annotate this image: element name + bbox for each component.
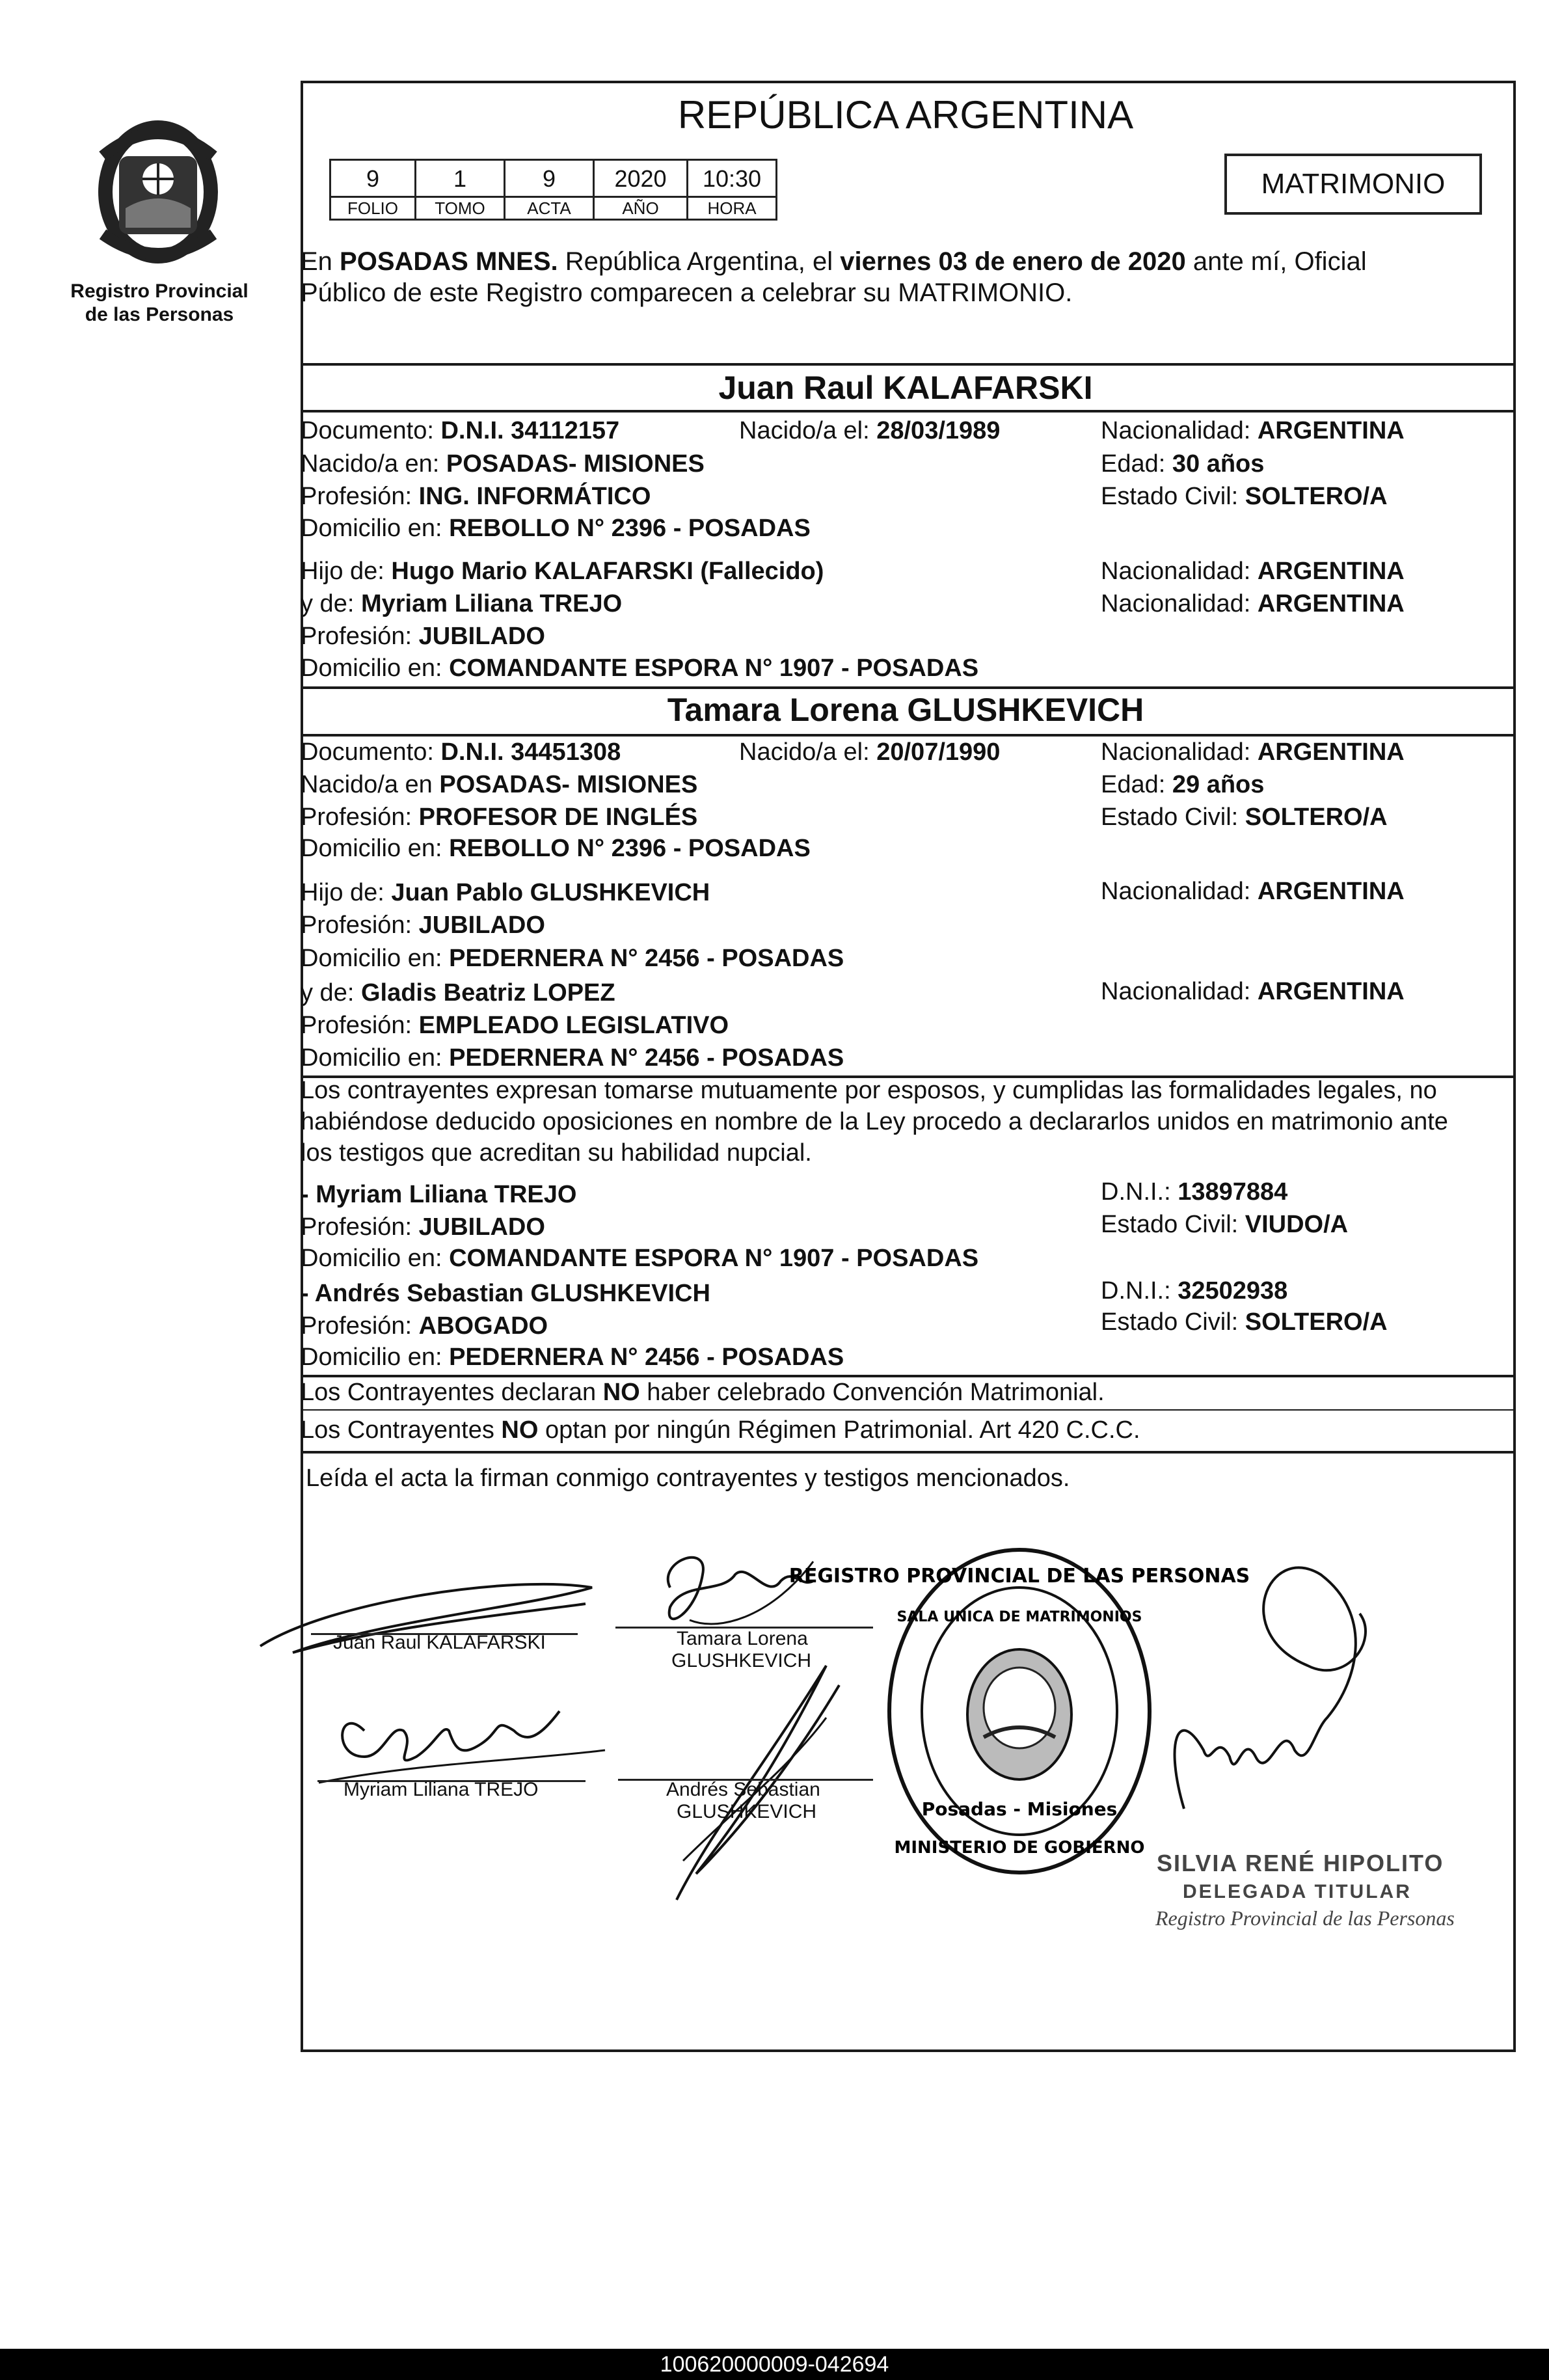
- label: Domicilio en:: [301, 655, 450, 682]
- folio-value: 9: [329, 159, 416, 198]
- value: ING. INFORMÁTICO: [418, 483, 651, 510]
- emphasis: NO: [602, 1379, 640, 1406]
- signature-label-witness2-line1: Andrés Sebastian: [666, 1779, 820, 1800]
- label: Domicilio en:: [301, 1344, 450, 1371]
- value: SOLTERO/A: [1245, 1308, 1388, 1336]
- stamp-bottom-text: Posadas - Misiones: [921, 1798, 1118, 1820]
- value: 29 años: [1172, 771, 1265, 798]
- value: 13897884: [1178, 1178, 1288, 1206]
- label: Domicilio en:: [301, 1245, 450, 1272]
- spouse2-father: [301, 877, 710, 908]
- label: Domicilio en:: [301, 515, 450, 542]
- value: 20/07/1990: [876, 738, 1001, 766]
- spouse2-mother-addr: [301, 1042, 844, 1074]
- footer-code: 100620000009-042694: [660, 2352, 889, 2377]
- value: EMPLEADO LEGISLATIVO: [418, 1012, 729, 1039]
- acta-value: 9: [504, 159, 595, 198]
- value: ARGENTINA: [1257, 558, 1405, 585]
- label: Profesión:: [301, 1312, 419, 1340]
- label: D.N.I.:: [1101, 1277, 1178, 1305]
- declaration-line-2: habiéndose deducido oposiciones en nombre de la Ley procedo a declararlos unidos en matrimonio ante: [301, 1108, 1448, 1135]
- label: Profesión:: [301, 1213, 419, 1241]
- value: SOLTERO/A: [1245, 804, 1388, 831]
- witness2-addr: [301, 1342, 844, 1373]
- witness2-prof: [301, 1310, 548, 1342]
- label: Documento:: [301, 417, 441, 444]
- value: Juan Pablo GLUSHKEVICH: [391, 879, 710, 906]
- label: Documento:: [301, 738, 441, 766]
- label: Estado Civil:: [1101, 804, 1245, 831]
- witness2-name: - Andrés Sebastian GLUSHKEVICH: [301, 1280, 710, 1307]
- value: ARGENTINA: [1257, 738, 1405, 766]
- witness1-prof: [301, 1211, 545, 1243]
- value: REBOLLO N° 2396 - POSADAS: [449, 835, 811, 862]
- spouse1-parents-addr: [301, 653, 978, 684]
- ano-value: 2020: [593, 159, 688, 198]
- spouse1-father: [301, 556, 824, 587]
- spouse1-addr: [301, 513, 811, 544]
- label: Profesión:: [301, 1012, 419, 1039]
- value: JUBILADO: [418, 912, 545, 939]
- stamp-graphic: [788, 1542, 1250, 1880]
- label: Edad:: [1101, 771, 1172, 798]
- signature-label-witness2-line2: GLUSHKEVICH: [677, 1801, 817, 1822]
- label: Nacionalidad:: [1101, 738, 1258, 766]
- divider: [301, 1409, 1513, 1411]
- spouse1-mother: [301, 588, 622, 619]
- label: y de:: [301, 590, 361, 617]
- label: Nacionalidad:: [1101, 590, 1258, 617]
- label: Hijo de:: [301, 558, 392, 585]
- spouse2-father-prof: [301, 910, 545, 941]
- spouse2-addr: [301, 833, 811, 864]
- value: JUBILADO: [418, 623, 545, 650]
- value: JUBILADO: [418, 1213, 545, 1241]
- spouse2-mother-nat: [1101, 976, 1405, 1007]
- spouse2-mother: [301, 977, 615, 1008]
- label: Edad:: [1101, 450, 1172, 478]
- value: ARGENTINA: [1257, 590, 1405, 617]
- official-stamp: [788, 1542, 1250, 1880]
- label: Hijo de:: [301, 879, 392, 906]
- signature-label-spouse2-line1: Tamara Lorena: [677, 1628, 808, 1649]
- intro-text-a: En: [301, 247, 340, 276]
- value: PEDERNERA N° 2456 - POSADAS: [449, 1044, 844, 1072]
- witness1-civil: [1101, 1209, 1348, 1240]
- stamp-inner-text: SALA UNICA DE MATRIMONIOS: [896, 1609, 1142, 1625]
- label: Profesión:: [301, 912, 419, 939]
- value: D.N.I. 34451308: [440, 738, 621, 766]
- spouse1-place: [301, 448, 705, 480]
- spouse1-parents-prof: [301, 621, 545, 652]
- value: REBOLLO N° 2396 - POSADAS: [449, 515, 811, 542]
- stamp-outer-text: REGISTRO PROVINCIAL DE LAS PERSONAS: [788, 1565, 1250, 1588]
- value: 32502938: [1178, 1277, 1288, 1305]
- label: Nacido/a en:: [301, 450, 446, 478]
- value: PEDERNERA N° 2456 - POSADAS: [449, 945, 844, 972]
- divider: [301, 363, 1513, 366]
- spouse2-nat: [1101, 737, 1405, 768]
- witness2-dni: [1101, 1275, 1287, 1306]
- spouse2-place: [301, 769, 697, 800]
- label: Profesión:: [301, 483, 419, 510]
- witness1-dni: [1101, 1176, 1287, 1208]
- text: Los Contrayentes: [301, 1416, 502, 1444]
- tomo-label: TOMO: [414, 196, 505, 221]
- intro-text-c: ante mí, Oficial: [1185, 247, 1367, 276]
- spouse2-father-nat: [1101, 876, 1405, 907]
- label: D.N.I.:: [1101, 1178, 1178, 1206]
- spouse1-doc: [301, 415, 619, 446]
- spouse2-mother-prof: [301, 1010, 729, 1041]
- hora-value: 10:30: [686, 159, 777, 198]
- value: COMANDANTE ESPORA N° 1907 - POSADAS: [449, 655, 979, 682]
- label: Nacido/a en: [301, 771, 440, 798]
- officer-office: Registro Provincial de las Personas: [1155, 1906, 1455, 1930]
- label: Nacionalidad:: [1101, 878, 1258, 905]
- signature-label-spouse1: Juan Raul KALAFARSKI: [333, 1632, 546, 1653]
- officer-name: SILVIA RENÉ HIPOLITO: [1157, 1850, 1444, 1876]
- value: 28/03/1989: [876, 417, 1001, 444]
- spouse1-name: Juan Raul KALAFARSKI: [718, 370, 1093, 406]
- label: Profesión:: [301, 804, 419, 831]
- spouse2-name: Tamara Lorena GLUSHKEVICH: [667, 692, 1144, 728]
- declaration-line-1: Los contrayentes expresan tomarse mutuamente por esposos, y cumplidas las formalidades legales, no: [301, 1077, 1437, 1104]
- spouse2-doc: [301, 737, 621, 768]
- value: ARGENTINA: [1257, 978, 1405, 1005]
- text: optan por ningún Régimen Patrimonial. Art 420 C.C.C.: [538, 1416, 1140, 1444]
- folio-label: FOLIO: [329, 196, 416, 221]
- intro-place: POSADAS MNES.: [340, 247, 558, 276]
- spouse2-father-addr: [301, 943, 844, 974]
- signature-label-spouse2-line2: GLUSHKEVICH: [671, 1650, 812, 1671]
- province-seal: [77, 111, 239, 273]
- record-type-box: MATRIMONIO: [1224, 154, 1482, 215]
- value: D.N.I. 34112157: [440, 417, 620, 444]
- regime-line-2: [301, 1414, 1140, 1446]
- value: POSADAS- MISIONES: [439, 771, 698, 798]
- value: ABOGADO: [418, 1312, 548, 1340]
- closing-text: Leída el acta la firman conmigo contrayentes y testigos mencionados.: [306, 1465, 1070, 1492]
- emphasis: NO: [501, 1416, 539, 1444]
- value: VIUDO/A: [1245, 1211, 1349, 1238]
- spouse2-age: [1101, 769, 1264, 800]
- spouse2-prof: [301, 802, 697, 833]
- value: PROFESOR DE INGLÉS: [418, 804, 698, 831]
- divider: [301, 410, 1513, 412]
- text: haber celebrado Convención Matrimonial.: [640, 1379, 1105, 1406]
- label: Nacionalidad:: [1101, 417, 1258, 444]
- label: y de:: [301, 979, 361, 1007]
- spouse1-mother-nat: [1101, 588, 1405, 619]
- value: POSADAS- MISIONES: [446, 450, 705, 478]
- spouse2-civil: [1101, 802, 1388, 833]
- regime-line-1: [301, 1377, 1105, 1408]
- value: 30 años: [1172, 450, 1265, 478]
- officer-role: DELEGADA TITULAR: [1183, 1881, 1412, 1902]
- divider: [301, 686, 1513, 689]
- ano-label: AÑO: [593, 196, 688, 221]
- divider: [301, 1451, 1513, 1454]
- spouse1-civil: [1101, 481, 1388, 512]
- declaration-line-3: los testigos que acreditan su habilidad nupcial.: [301, 1139, 812, 1167]
- value: ARGENTINA: [1257, 878, 1405, 905]
- spouse1-prof: [301, 481, 651, 512]
- acta-label: ACTA: [504, 196, 595, 221]
- value: Gladis Beatriz LOPEZ: [360, 979, 615, 1007]
- label: Domicilio en:: [301, 835, 450, 862]
- spouse1-born: [739, 415, 1000, 446]
- label: Estado Civil:: [1101, 1211, 1245, 1238]
- label: Nacionalidad:: [1101, 558, 1258, 585]
- province-seal-graphic: [77, 111, 239, 273]
- label: Nacionalidad:: [1101, 978, 1258, 1005]
- witness2-civil: [1101, 1306, 1388, 1338]
- value: Hugo Mario KALAFARSKI (Fallecido): [391, 558, 824, 585]
- value: SOLTERO/A: [1245, 483, 1388, 510]
- label: Estado Civil:: [1101, 1308, 1245, 1336]
- intro-text-b: República Argentina, el: [558, 247, 841, 276]
- page-title: REPÚBLICA ARGENTINA: [677, 93, 1134, 137]
- logo-caption-2: de las Personas: [85, 304, 234, 325]
- value: COMANDANTE ESPORA N° 1907 - POSADAS: [449, 1245, 979, 1272]
- label: Domicilio en:: [301, 1044, 450, 1072]
- intro-date: viernes 03 de enero de 2020: [840, 247, 1186, 276]
- stamp-ministry-text: MINISTERIO DE GOBIERNO: [894, 1838, 1145, 1858]
- spouse1-age: [1101, 448, 1264, 480]
- logo-caption-1: Registro Provincial: [70, 280, 249, 302]
- intro-line-1: [301, 246, 1367, 277]
- label: Estado Civil:: [1101, 483, 1245, 510]
- handwritten-signatures: [254, 1535, 1392, 1900]
- intro-line-2: Público de este Registro comparecen a celebrar su MATRIMONIO.: [301, 278, 1073, 307]
- value: Myriam Liliana TREJO: [360, 590, 623, 617]
- spouse1-father-nat: [1101, 556, 1405, 587]
- hora-label: HORA: [686, 196, 777, 221]
- value: PEDERNERA N° 2456 - POSADAS: [449, 1344, 844, 1371]
- text: Los Contrayentes declaran: [301, 1379, 603, 1406]
- spouse2-born: [739, 737, 1000, 768]
- value: ARGENTINA: [1257, 417, 1405, 444]
- tomo-value: 1: [414, 159, 505, 198]
- label: Nacido/a el:: [739, 738, 877, 766]
- signature-label-witness1: Myriam Liliana TREJO: [343, 1779, 539, 1800]
- witness1-addr: [301, 1243, 978, 1274]
- witness1-name: - Myriam Liliana TREJO: [301, 1181, 577, 1208]
- label: Profesión:: [301, 623, 419, 650]
- label: Domicilio en:: [301, 945, 450, 972]
- label: Nacido/a el:: [739, 417, 877, 444]
- spouse1-nat: [1101, 415, 1405, 446]
- footer-bar: [0, 2349, 1549, 2380]
